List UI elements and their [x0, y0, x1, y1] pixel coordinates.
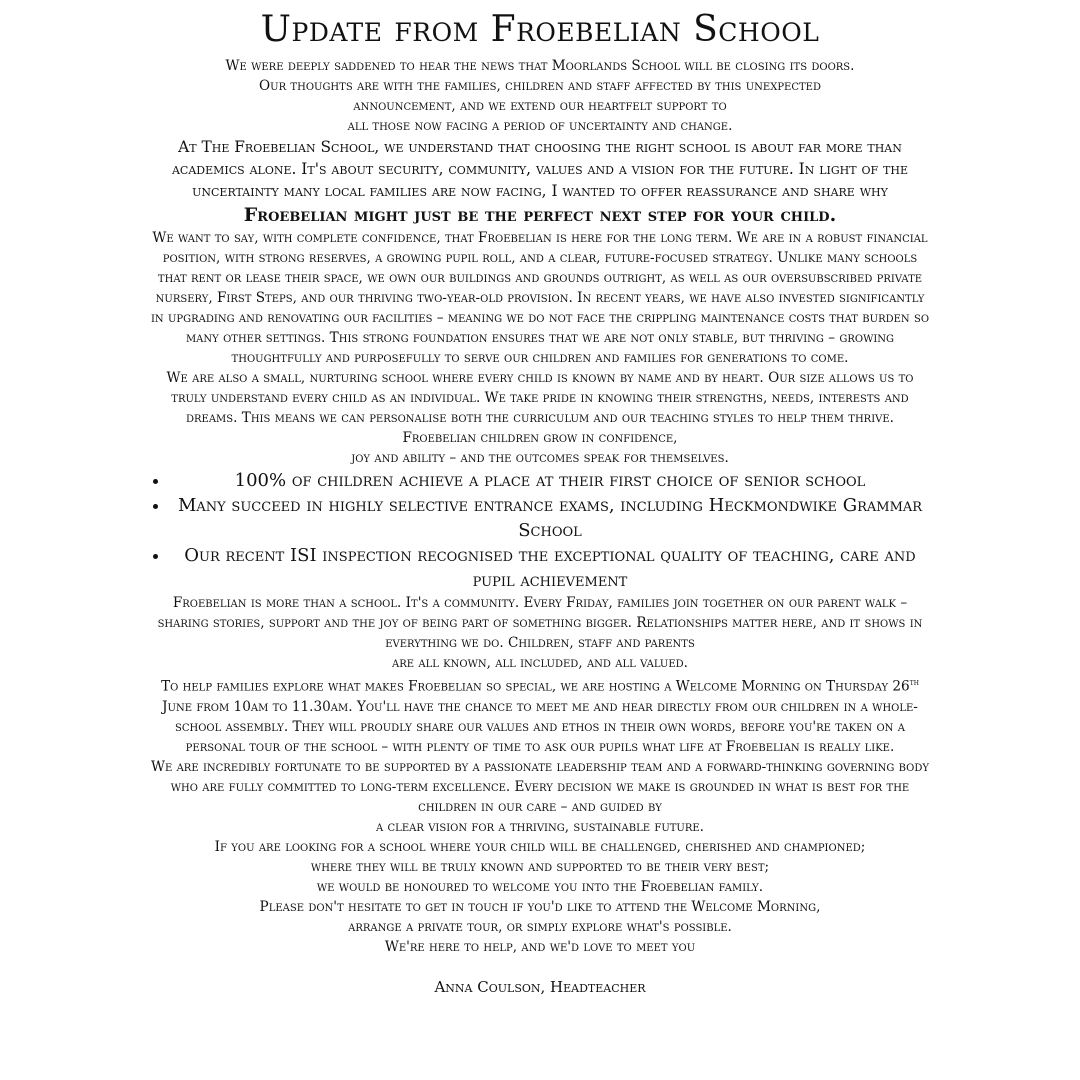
- community-paragraph: Froebelian is more than a school. It's a community. Every Friday, families join together on our parent walk – sharing stories, support and the joy of being part of something bigger. Relationships matter here, and it shows in everything we do. Children, staff and parents: [157, 595, 923, 651]
- intro-line: announcement, and we extend our heartfelt support to: [353, 98, 727, 114]
- intro-line: We were deeply saddened to hear the news that Moorlands School will be closing its doors.: [225, 58, 855, 74]
- event-paragraph: [150, 673, 930, 757]
- leadership-tail: a clear vision for a thriving, sustainable future.: [375, 818, 705, 835]
- outcomes-list: [150, 468, 930, 593]
- closing-paragraph: [150, 837, 930, 957]
- closing-line: If you are looking for a school where your child will be challenged, cherished and championed;: [214, 838, 866, 855]
- intro-paragraph: [150, 56, 930, 136]
- nurturing-tail: joy and ability – and the outcomes speak for themselves.: [351, 450, 729, 466]
- signature: Anna Coulson, Headteacher: [434, 977, 646, 996]
- intro-line: all those now facing a period of uncertainty and change.: [347, 118, 733, 134]
- community-tail: are all known, all included, and all valued.: [391, 655, 689, 671]
- leadership-paragraph: We are incredibly fortunate to be supported by a passionate leadership team and a forward-thinking governing body who are fully committed to long-term excellence. Every decision we make is grounded in what is best for the children in our care – and guided by: [150, 758, 930, 815]
- date-ordinal-suffix: th: [909, 678, 919, 687]
- reassurance-paragraph: At The Froebelian School, we understand that choosing the right school is about far more than academics alone. It's about security, community, values and a vision for the future. In light of the uncertainty many local families are now facing, I wanted to offer reassurance and share why: [171, 138, 909, 200]
- letter: [150, 0, 930, 997]
- closing-line: we would be honoured to welcome you into the Froebelian family.: [316, 878, 764, 895]
- event-text-after-date: June from 10am to 11.30am. You'll have the chance to meet me and hear directly from our children in a whole-school assembly. They will proudly share our values and ethos in their own words, before you're taken on a personal tour of the school – with plenty of time to ask our pupils what life at Froebelian is really like.: [162, 698, 918, 755]
- closing-line: We're here to help, and we'd love to meet you: [384, 938, 696, 955]
- stability-paragraph: We want to say, with complete confidence, that Froebelian is here for the long term. We are in a robust financial position, with strong reserves, a growing pupil roll, and a clear, future-focused strategy. Unlike many schools that rent or lease their space, we own our buildings and grounds outright, as well as our oversubscribed private nursery, First Steps, and our thriving two-year-old provision. In recent years, we have also invested significantly in upgrading and renovating our facilities – meaning we do not face the crippling maintenance costs that burden so many other settings. This strong foundation ensures that we are not only stable, but thriving – growing thoughtfully and purposefully to serve our children and families for generations to come.: [150, 230, 930, 366]
- subheading: Froebelian might just be the perfect next step for your child.: [243, 204, 837, 226]
- nurturing-paragraph: We are also a small, nurturing school where every child is known by name and by heart. Our size allows us to truly understand every child as an individual. We take pride in knowing their strengths, needs, interests and dreams. This means we can personalise both the curriculum and our teaching styles to help them thrive. Froebelian children grow in confidence,: [166, 370, 914, 446]
- list-item: • Our recent ISI inspection recognised the exceptional quality of teaching, care and pupil achievement: [170, 543, 930, 593]
- intro-line: Our thoughts are with the families, children and staff affected by this unexpected: [259, 78, 821, 94]
- list-item: • 100% of children achieve a place at their first choice of senior school: [170, 468, 930, 493]
- list-item: • Many succeed in highly selective entrance exams, including Heckmondwike Grammar School: [170, 493, 930, 543]
- page-title: Update from Froebelian School: [260, 9, 820, 50]
- closing-line: arrange a private tour, or simply explore what's possible.: [348, 918, 732, 935]
- closing-line: where they will be truly known and supported to be their very best;: [310, 858, 770, 875]
- event-text-before-date: To help families explore what makes Froebelian so special, we are hosting a Welcome Morning on Thursday 26: [161, 678, 910, 695]
- closing-line: Please don't hesitate to get in touch if you'd like to attend the Welcome Morning,: [259, 898, 821, 915]
